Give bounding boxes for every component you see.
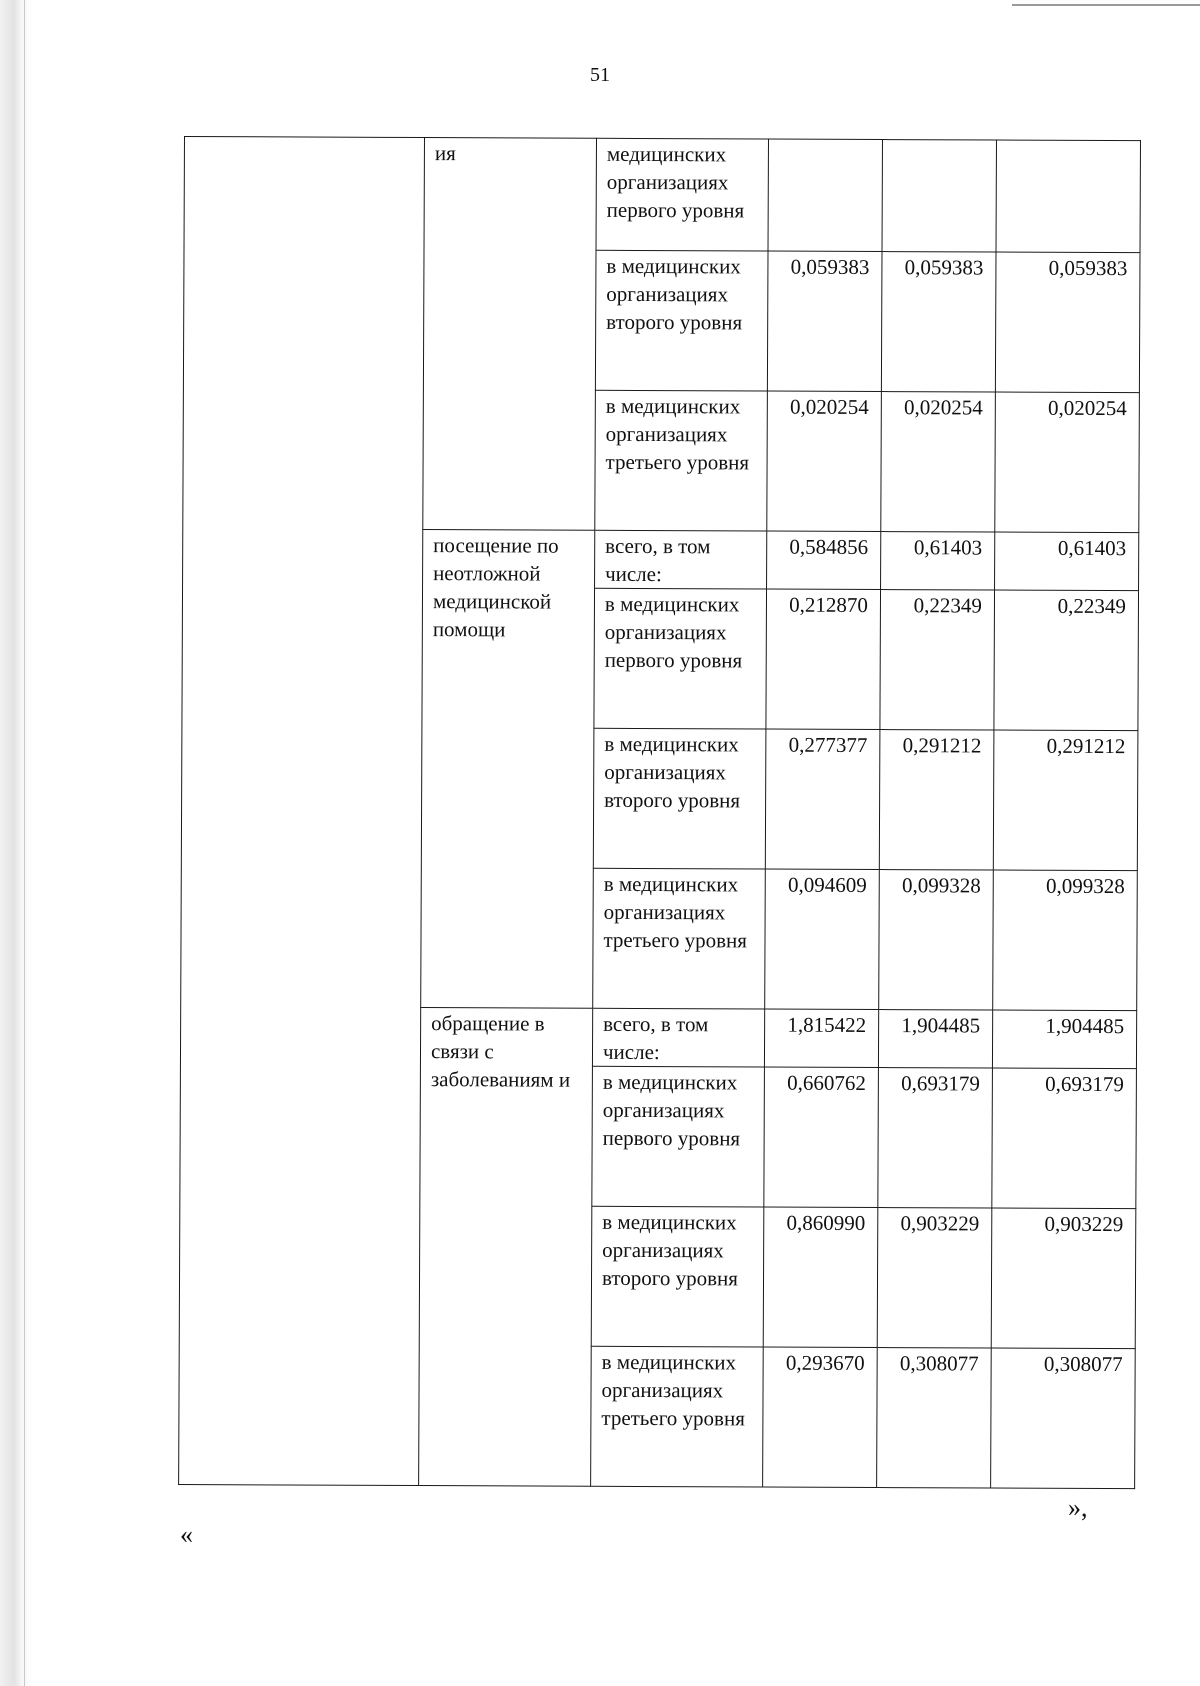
level-cell: в медицинских организациях второго уровня xyxy=(595,250,768,391)
value-cell: 0,099328 xyxy=(993,870,1138,1011)
value-cell: 0,059383 xyxy=(995,252,1140,393)
level-cell: всего, в том числе: xyxy=(592,1008,764,1067)
empty-first-column xyxy=(179,137,425,1486)
closing-quote: », xyxy=(1068,1493,1088,1522)
level-cell: в медицинских организациях второго уровня xyxy=(593,728,766,869)
value-cell xyxy=(768,139,882,251)
level-cell: в медицинских организациях третьего уровня xyxy=(593,868,766,1009)
level-cell: в медицинских организациях первого уровня xyxy=(592,1066,765,1207)
scan-edge-line xyxy=(24,0,25,1686)
value-cell: 0,903229 xyxy=(877,1208,992,1348)
value-cell xyxy=(996,140,1140,253)
level-cell: в медицинских организациях первого уровня xyxy=(594,588,767,729)
value-cell: 0,22349 xyxy=(994,590,1139,731)
value-cell: 0,22349 xyxy=(880,590,995,730)
group-cell: ия xyxy=(423,138,597,531)
value-cell: 1,904485 xyxy=(878,1010,992,1068)
value-cell: 0,308077 xyxy=(991,1348,1136,1489)
opening-quote: « xyxy=(180,1520,193,1549)
value-cell: 0,61403 xyxy=(881,532,995,590)
value-cell: 0,584856 xyxy=(767,531,881,589)
value-cell: 0,903229 xyxy=(991,1208,1136,1349)
value-cell: 0,020254 xyxy=(767,391,882,531)
value-cell: 0,61403 xyxy=(995,532,1139,591)
value-cell: 0,059383 xyxy=(767,251,882,391)
value-cell xyxy=(882,140,996,252)
value-cell: 0,293670 xyxy=(763,1347,878,1487)
page-number: 51 xyxy=(590,64,610,86)
table-container xyxy=(178,136,1140,1489)
level-cell: всего, в том числе: xyxy=(595,530,767,589)
group-cell: обращение в связи с заболеваниям и xyxy=(419,1008,593,1487)
value-cell: 0,291212 xyxy=(879,730,994,870)
value-cell: 0,693179 xyxy=(992,1068,1137,1209)
level-cell: медицинских организациях первого уровня xyxy=(596,138,768,251)
value-cell: 0,099328 xyxy=(879,870,994,1010)
level-cell: в медицинских организациях третьего уровня xyxy=(595,390,768,531)
value-cell: 0,660762 xyxy=(764,1067,879,1207)
scan-edge xyxy=(0,0,34,1686)
value-cell: 0,059383 xyxy=(881,252,996,392)
value-cell: 0,094609 xyxy=(765,869,880,1009)
value-cell: 1,904485 xyxy=(992,1010,1136,1069)
top-rule xyxy=(1012,4,1200,6)
value-cell: 0,020254 xyxy=(995,392,1140,533)
value-cell: 0,860990 xyxy=(763,1207,878,1347)
group-cell: посещение по неотложной медицинской помощи xyxy=(421,530,595,1009)
value-cell: 1,815422 xyxy=(764,1009,878,1067)
value-cell: 0,693179 xyxy=(878,1068,993,1208)
level-cell: в медицинских организациях третьего уровня xyxy=(591,1346,764,1487)
value-cell: 0,291212 xyxy=(993,730,1138,871)
level-cell: в медицинских организациях второго уровня xyxy=(591,1206,764,1347)
value-cell: 0,020254 xyxy=(881,392,996,532)
value-cell: 0,277377 xyxy=(765,729,880,869)
indicators-table xyxy=(178,136,1141,1489)
value-cell: 0,308077 xyxy=(877,1348,992,1488)
value-cell: 0,212870 xyxy=(766,589,881,729)
table-row xyxy=(184,137,1140,253)
